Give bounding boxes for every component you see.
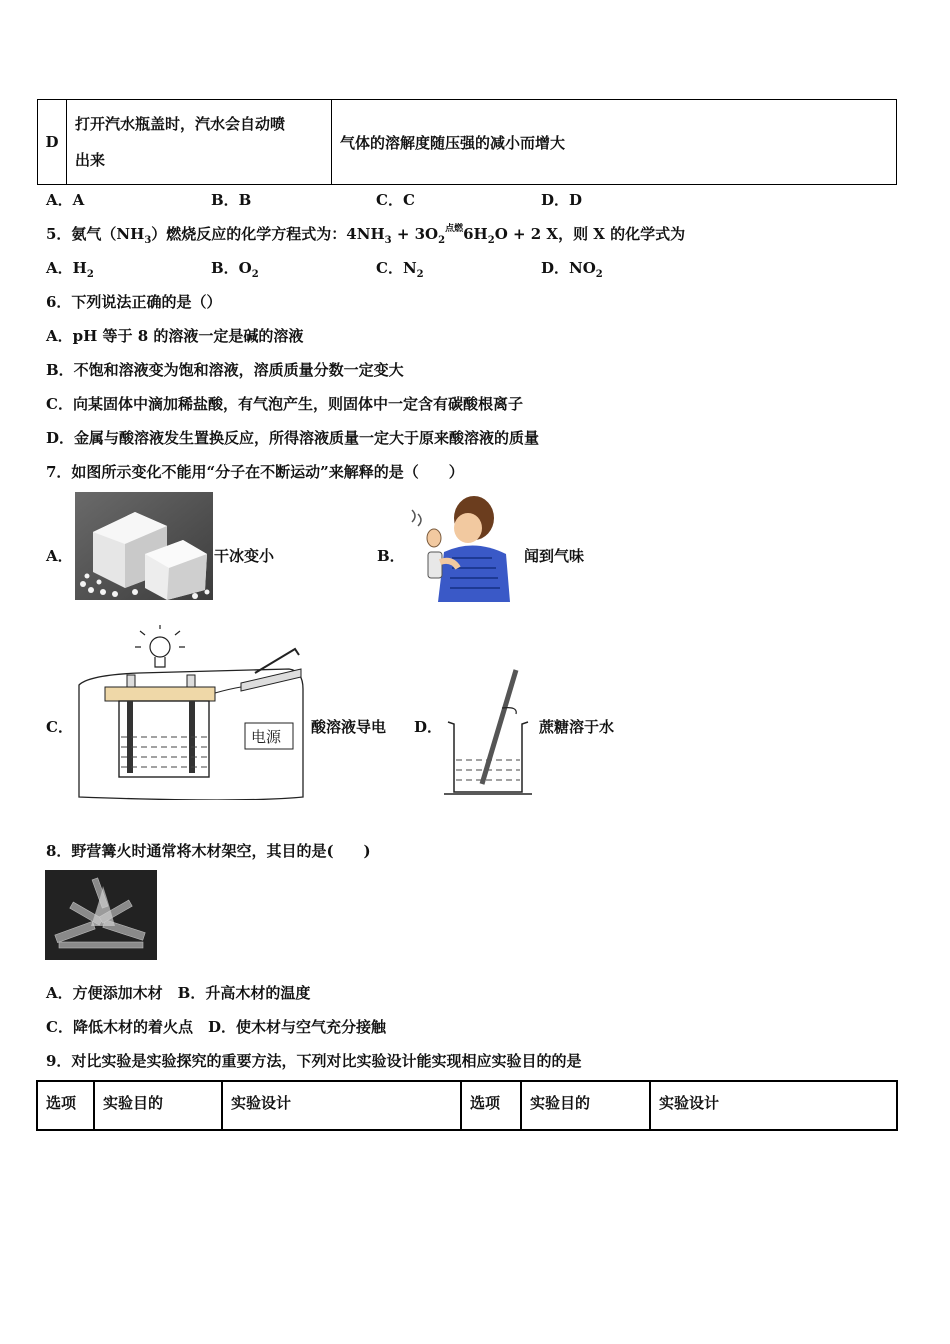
q5-option-label: D．NO	[541, 259, 596, 277]
q5-option-a[interactable]	[46, 257, 211, 280]
q4-table	[37, 99, 897, 185]
q7-option-b-letter[interactable]: B．	[377, 547, 405, 565]
q9-table	[36, 1080, 898, 1131]
q5-sub: 3	[384, 235, 392, 246]
q4-option-c[interactable]: C．C	[376, 191, 415, 209]
q5-option-d[interactable]	[541, 257, 603, 280]
q9-header-purpose-2: 实验目的	[521, 1081, 650, 1130]
q4-phenomenon-line2: 出来	[75, 151, 106, 169]
q8-options-line1[interactable]: A．方便添加木材 B．升高木材的温度	[46, 984, 311, 1002]
q6-option-d[interactable]: D．金属与酸溶液发生置换反应，所得溶液质量一定大于原来酸溶液的质量	[46, 429, 540, 447]
q5-options	[46, 257, 603, 280]
beaker-stirring-image	[444, 666, 532, 798]
q5-stem	[46, 223, 685, 246]
q9-header-design-2: 实验设计	[650, 1081, 897, 1130]
q4-option-a[interactable]: A．A	[46, 191, 85, 209]
q9-header-option-2: 选项	[461, 1081, 521, 1130]
q5-option-sub: 2	[251, 269, 259, 280]
conductivity-apparatus-image	[75, 625, 307, 800]
q4-option-b[interactable]: B．B	[211, 191, 252, 209]
q5-sub: 2	[438, 235, 446, 246]
q6-option-b[interactable]: B．不饱和溶液变为饱和溶液，溶质质量分数一定变大	[46, 361, 404, 379]
q5-stem-part: 5．氨气（NH	[46, 225, 145, 243]
q5-option-c[interactable]	[376, 257, 541, 280]
q5-stem-part: 6H	[463, 225, 488, 243]
q9-stem: 9．对比实验是实验探究的重要方法，下列对比实验设计能实现相应实验目的的是	[46, 1052, 582, 1070]
q9-header-purpose: 实验目的	[94, 1081, 222, 1130]
q5-stem-part: ）燃烧反应的化学方程式为：4NH	[151, 225, 385, 243]
q9-header-option: 选项	[37, 1081, 94, 1130]
q5-sub: 3	[144, 235, 152, 246]
dry-ice-image	[75, 492, 213, 600]
q4-phenomenon	[67, 100, 332, 185]
q7-option-a-letter[interactable]: A．	[46, 547, 73, 565]
q5-option-sub: 2	[595, 269, 603, 280]
q7-option-a-text: 干冰变小	[214, 547, 275, 565]
q8-stem: 8．野营篝火时通常将木材架空，其目的是( )	[46, 842, 371, 860]
campfire-image	[45, 870, 157, 960]
q4-explanation: 气体的溶解度随压强的减小而增大	[332, 100, 897, 185]
q5-option-sub: 2	[416, 269, 424, 280]
q5-option-label: C．N	[376, 259, 417, 277]
q4-option-d[interactable]: D．D	[541, 191, 583, 209]
q5-option-label: B．O	[211, 259, 252, 277]
q5-option-sub: 2	[86, 269, 94, 280]
q5-option-label: A．H	[46, 259, 87, 277]
q5-option-b[interactable]	[211, 257, 376, 280]
q5-stem-part: O + 2 X，则 X 的化学式为	[494, 225, 686, 243]
q5-reaction-condition: 点燃	[445, 224, 464, 234]
q5-sub: 2	[487, 235, 495, 246]
smelling-boy-image	[404, 492, 514, 602]
q8-options-line2[interactable]: C．降低木材的着火点 D．使木材与空气充分接触	[46, 1018, 386, 1036]
q4-row-letter: D	[38, 100, 67, 185]
q6-option-a[interactable]: A．pH 等于 8 的溶液一定是碱的溶液	[46, 327, 304, 345]
q7-option-c-text: 酸溶液导电	[311, 718, 387, 736]
q7-option-b-text: 闻到气味	[524, 547, 585, 565]
power-source-label: 电源	[251, 728, 282, 746]
q4-options	[46, 189, 582, 210]
q9-header-design: 实验设计	[222, 1081, 461, 1130]
q4-phenomenon-line1: 打开汽水瓶盖时，汽水会自动喷	[75, 115, 286, 133]
q5-stem-part: + 3O	[391, 225, 439, 243]
q7-stem: 7．如图所示变化不能用“分子在不断运动”来解释的是（ ）	[46, 463, 464, 481]
q7-option-d-letter[interactable]: D．	[414, 718, 443, 736]
q7-option-c-letter[interactable]: C．	[46, 718, 73, 736]
q6-stem: 6．下列说法正确的是（）	[46, 293, 222, 311]
q6-option-c[interactable]: C．向某固体中滴加稀盐酸，有气泡产生，则固体中一定含有碳酸根离子	[46, 395, 523, 413]
q7-option-d-text: 蔗糖溶于水	[539, 718, 615, 736]
